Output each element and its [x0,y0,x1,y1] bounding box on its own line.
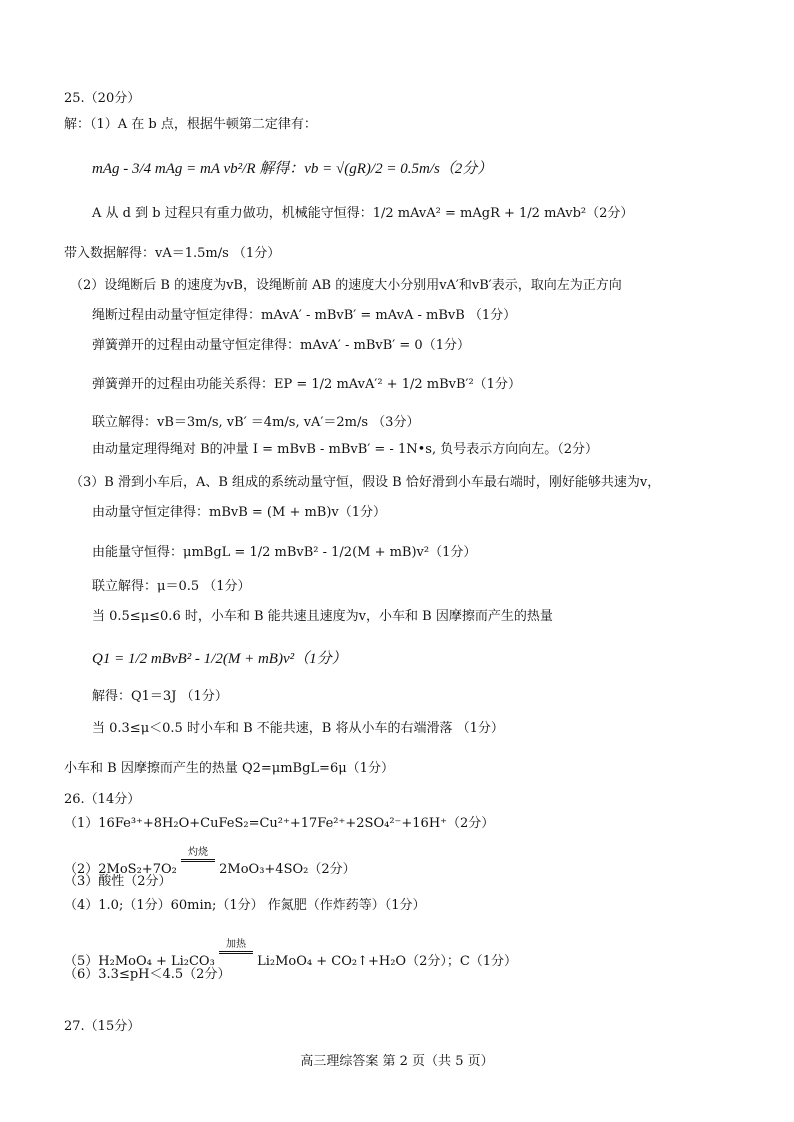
q26-line-4: （4）1.0;（1分）60min;（1分） 作氮肥（作炸药等）（1分） [64,898,426,913]
q26-line-2-left: （2）2MoS₂+7O₂ [64,862,177,877]
condition-label-roast: 灼烧 [187,847,208,858]
condition-label-heat: 加热 [225,939,246,950]
q25-line-8: 弹簧弹开的过程由功能关系得：EP = 1/2 mAvA′² + 1/2 mBvB′²（1分） [92,377,521,392]
q25-line-2: mAg - 3/4 mAg = mA vb²/R 解得：vb = √(gR)/2 = 0.5m/s（2分） [92,161,493,177]
q26-line-3: （3）酸性（2分） [64,874,172,889]
q25-line-18: 当 0.3≤μ＜0.5 时小车和 B 不能共速，B 将从小车的右端滑落 （1分） [92,721,504,736]
q26-header: 26.（14分） [64,792,141,807]
q25-line-3: A 从 d 到 b 过程只有重力做功，机械能守恒得：1/2 mAvA² = mAgR + 1/2 mAvb²（2分） [92,206,634,221]
q25-line-16: Q1 = 1/2 mBvB² - 1/2(M + mB)v²（1分） [92,651,347,667]
q26-line-1: （1）16Fe³⁺+8H₂O+CuFeS₂=Cu²⁺+17Fe²⁺+2SO₄²⁻+16H⁺（2分） [64,816,495,831]
q25-line-19: 小车和 B 因摩擦而产生的热量 Q2=μmBgL=6μ（1分） [64,761,394,776]
q26-line-6: （6）3.3≤pH＜4.5（2分） [64,967,231,982]
q26-line-5-right: Li₂MoO₄ + CO₂↑+H₂O（2分）；C（1分） [257,954,518,969]
q25-line-7: 弹簧弹开的过程由动量守恒定律得：mAvA′ - mBvB′ = 0（1分） [92,338,470,353]
q25-line-17: 解得：Q1＝3J （1分） [92,689,228,704]
q25-line-14: 联立解得：μ＝0.5 （1分） [92,579,251,594]
q25-line-1: 解：（1）A 在 b 点，根据牛顿第二定律有： [64,117,317,132]
q25-line-12: 由动量守恒定律得：mBvB = (M + mB)v（1分） [92,505,387,520]
q25-header: 25.（20分） [64,91,141,106]
q26-line-2-right: 2MoO₃+4SO₂（2分） [219,862,356,877]
q25-line-9: 联立解得：vB＝3m/s, vB′ ＝4m/s, vA′＝2m/s （3分） [92,415,420,430]
q25-line-15: 当 0.5≤μ≤0.6 时，小车和 B 能共速且速度为v，小车和 B 因摩擦而产生的热量 [92,609,553,624]
reaction-condition-roast [181,848,215,878]
q27-header: 27.（15分） [64,1019,141,1034]
q25-line-10: 由动量定理得绳对 B的冲量 I = mBvB - mBvB′ = - 1N•s, 负号表示方向向左。（2分） [92,442,598,457]
q25-line-6: 绳断过程由动量守恒定律得：mAvA′ - mBvB′ = mAvA - mBvB （1分） [92,308,517,323]
page-footer: 高三理综答案 第 2 页（共 5 页） [300,1054,494,1069]
q26-line-5-left: （5）H₂MoO₄ + Li₂CO₃ [64,954,215,969]
q25-line-13: 由能量守恒得：μmBgL = 1/2 mBvB² - 1/2(M + mB)v²（1分） [92,545,477,560]
q25-line-4: 带入数据解得：vA＝1.5m/s （1分） [64,246,281,261]
q25-line-5: （2）设绳断后 B 的速度为vB，设绳断前 AB 的速度大小分别用vA′和vB′表示，取向左为正方向 [70,278,622,293]
q25-line-11: （3）B 滑到小车后，A、B 组成的系统动量守恒，假设 B 恰好滑到小车最右端时，刚好能够共速为v， [70,475,661,490]
